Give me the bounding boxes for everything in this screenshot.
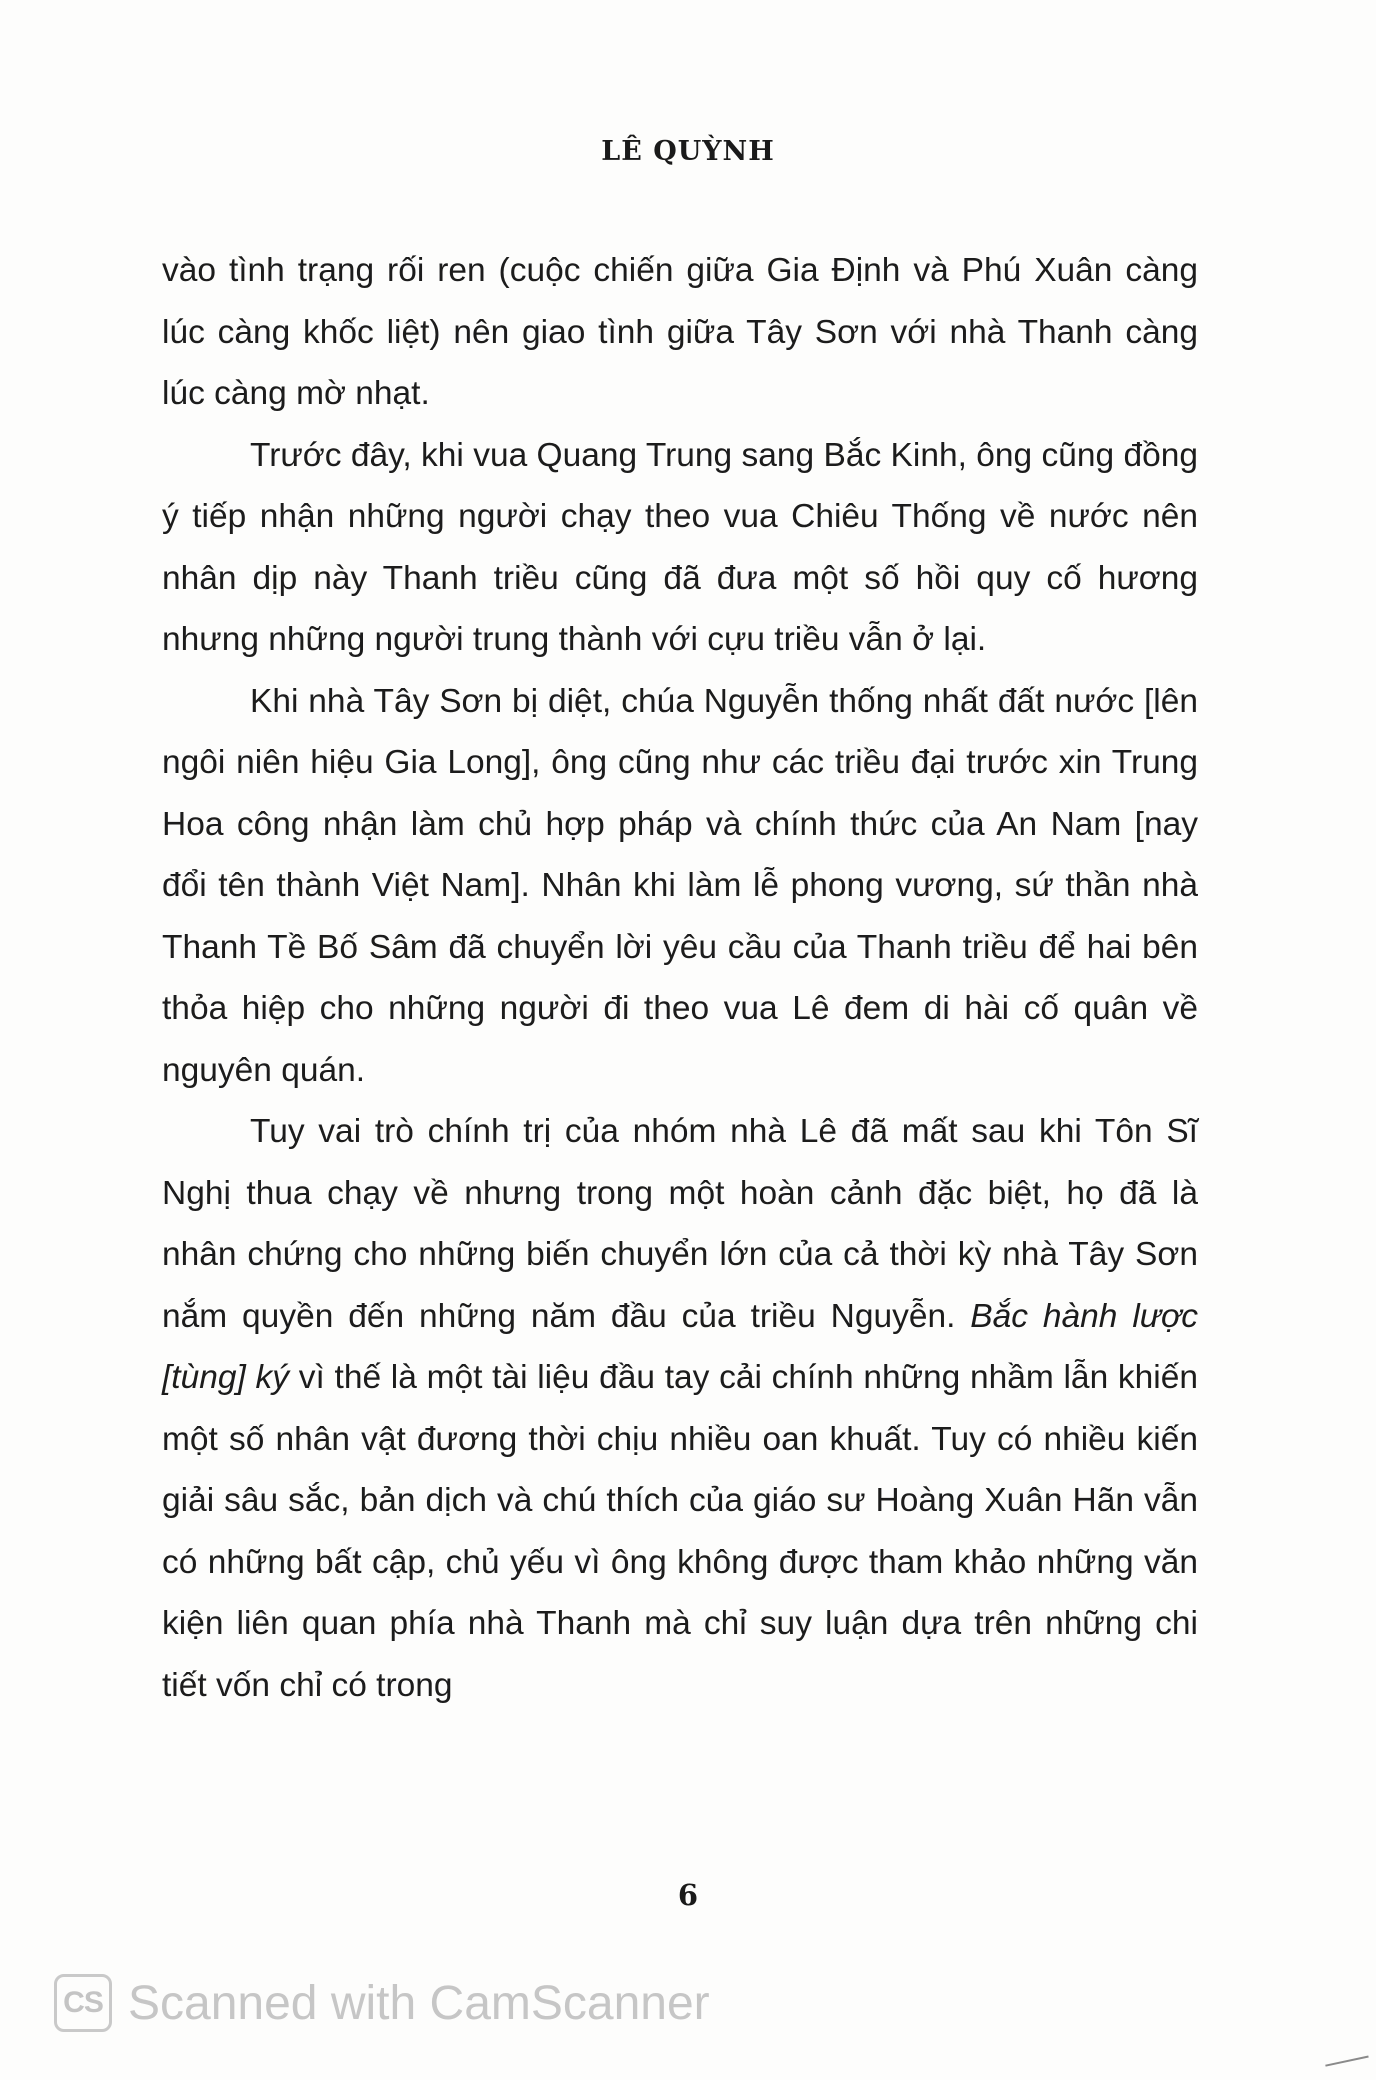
paragraph-2: Trước đây, khi vua Quang Trung sang Bắc Kinh, ông cũng đồng ý tiếp nhận những người chạy theo vua Chiêu Thống về nước nên nhân dịp này Thanh triều cũng đã đưa một số hồi quy cố hương nhưng những người trung thành với cựu triều vẫn ở lại. xyxy=(162,436,1198,658)
body-text xyxy=(162,240,1198,1716)
paragraph-3: Khi nhà Tây Sơn bị diệt, chúa Nguyễn thống nhất đất nước [lên ngôi niên hiệu Gia Long], ông cũng như các triều đại trước xin Trung Hoa công nhận làm chủ hợp pháp và chính thức của An Nam [nay đổi tên thành Việt Nam]. Nhân khi làm lễ phong vương, sứ thần nhà Thanh Tề Bố Sâm đã chuyển lời yêu cầu của Thanh triều để hai bên thỏa hiệp cho những người đi theo vua Lê đem di hài cố quân về nguyên quán. xyxy=(162,682,1198,1089)
scan-corner-mark xyxy=(1325,2056,1371,2077)
camscanner-logo-icon: CS xyxy=(54,1974,112,2032)
page-number: 6 xyxy=(677,1878,699,1912)
running-header: LÊ QUỲNH xyxy=(601,136,775,167)
paragraph-4-start: Tuy vai trò chính trị của nhóm nhà Lê đã mất sau khi Tôn Sĩ Nghị thua chạy về nhưng trong một hoàn cảnh đặc biệt, họ đã là nhân chứng cho những biến chuyển lớn của cả thời kỳ nhà Tây Sơn nắm quyền đến những năm đầu của triều Nguyễn. xyxy=(162,1113,1198,1335)
paragraph-4 xyxy=(162,1101,1198,1716)
book-title-italic: Bắc hành lược [tùng] ký xyxy=(162,1297,1198,1396)
watermark-text: Scanned with CamScanner xyxy=(128,1976,710,2030)
paragraph-4-end: vì thế là một tài liệu đầu tay cải chính những nhầm lẫn khiến một số nhân vật đương thời chịu nhiều oan khuất. Tuy có nhiều kiến giải sâu sắc, bản dịch và chú thích của giáo sư Hoàng Xuân Hãn vẫn có những bất cập, chủ yếu vì ông không được tham khảo những văn kiện liên quan phía nhà Thanh mà chỉ suy luận dựa trên những chi tiết vốn chỉ có trong xyxy=(162,1359,1198,1704)
camscanner-watermark xyxy=(54,1972,710,2034)
paragraph-1: vào tình trạng rối ren (cuộc chiến giữa Gia Định và Phú Xuân càng lúc càng khốc liệt) nên giao tình giữa Tây Sơn với nhà Thanh càng lúc càng mờ nhạt. xyxy=(162,252,1198,412)
